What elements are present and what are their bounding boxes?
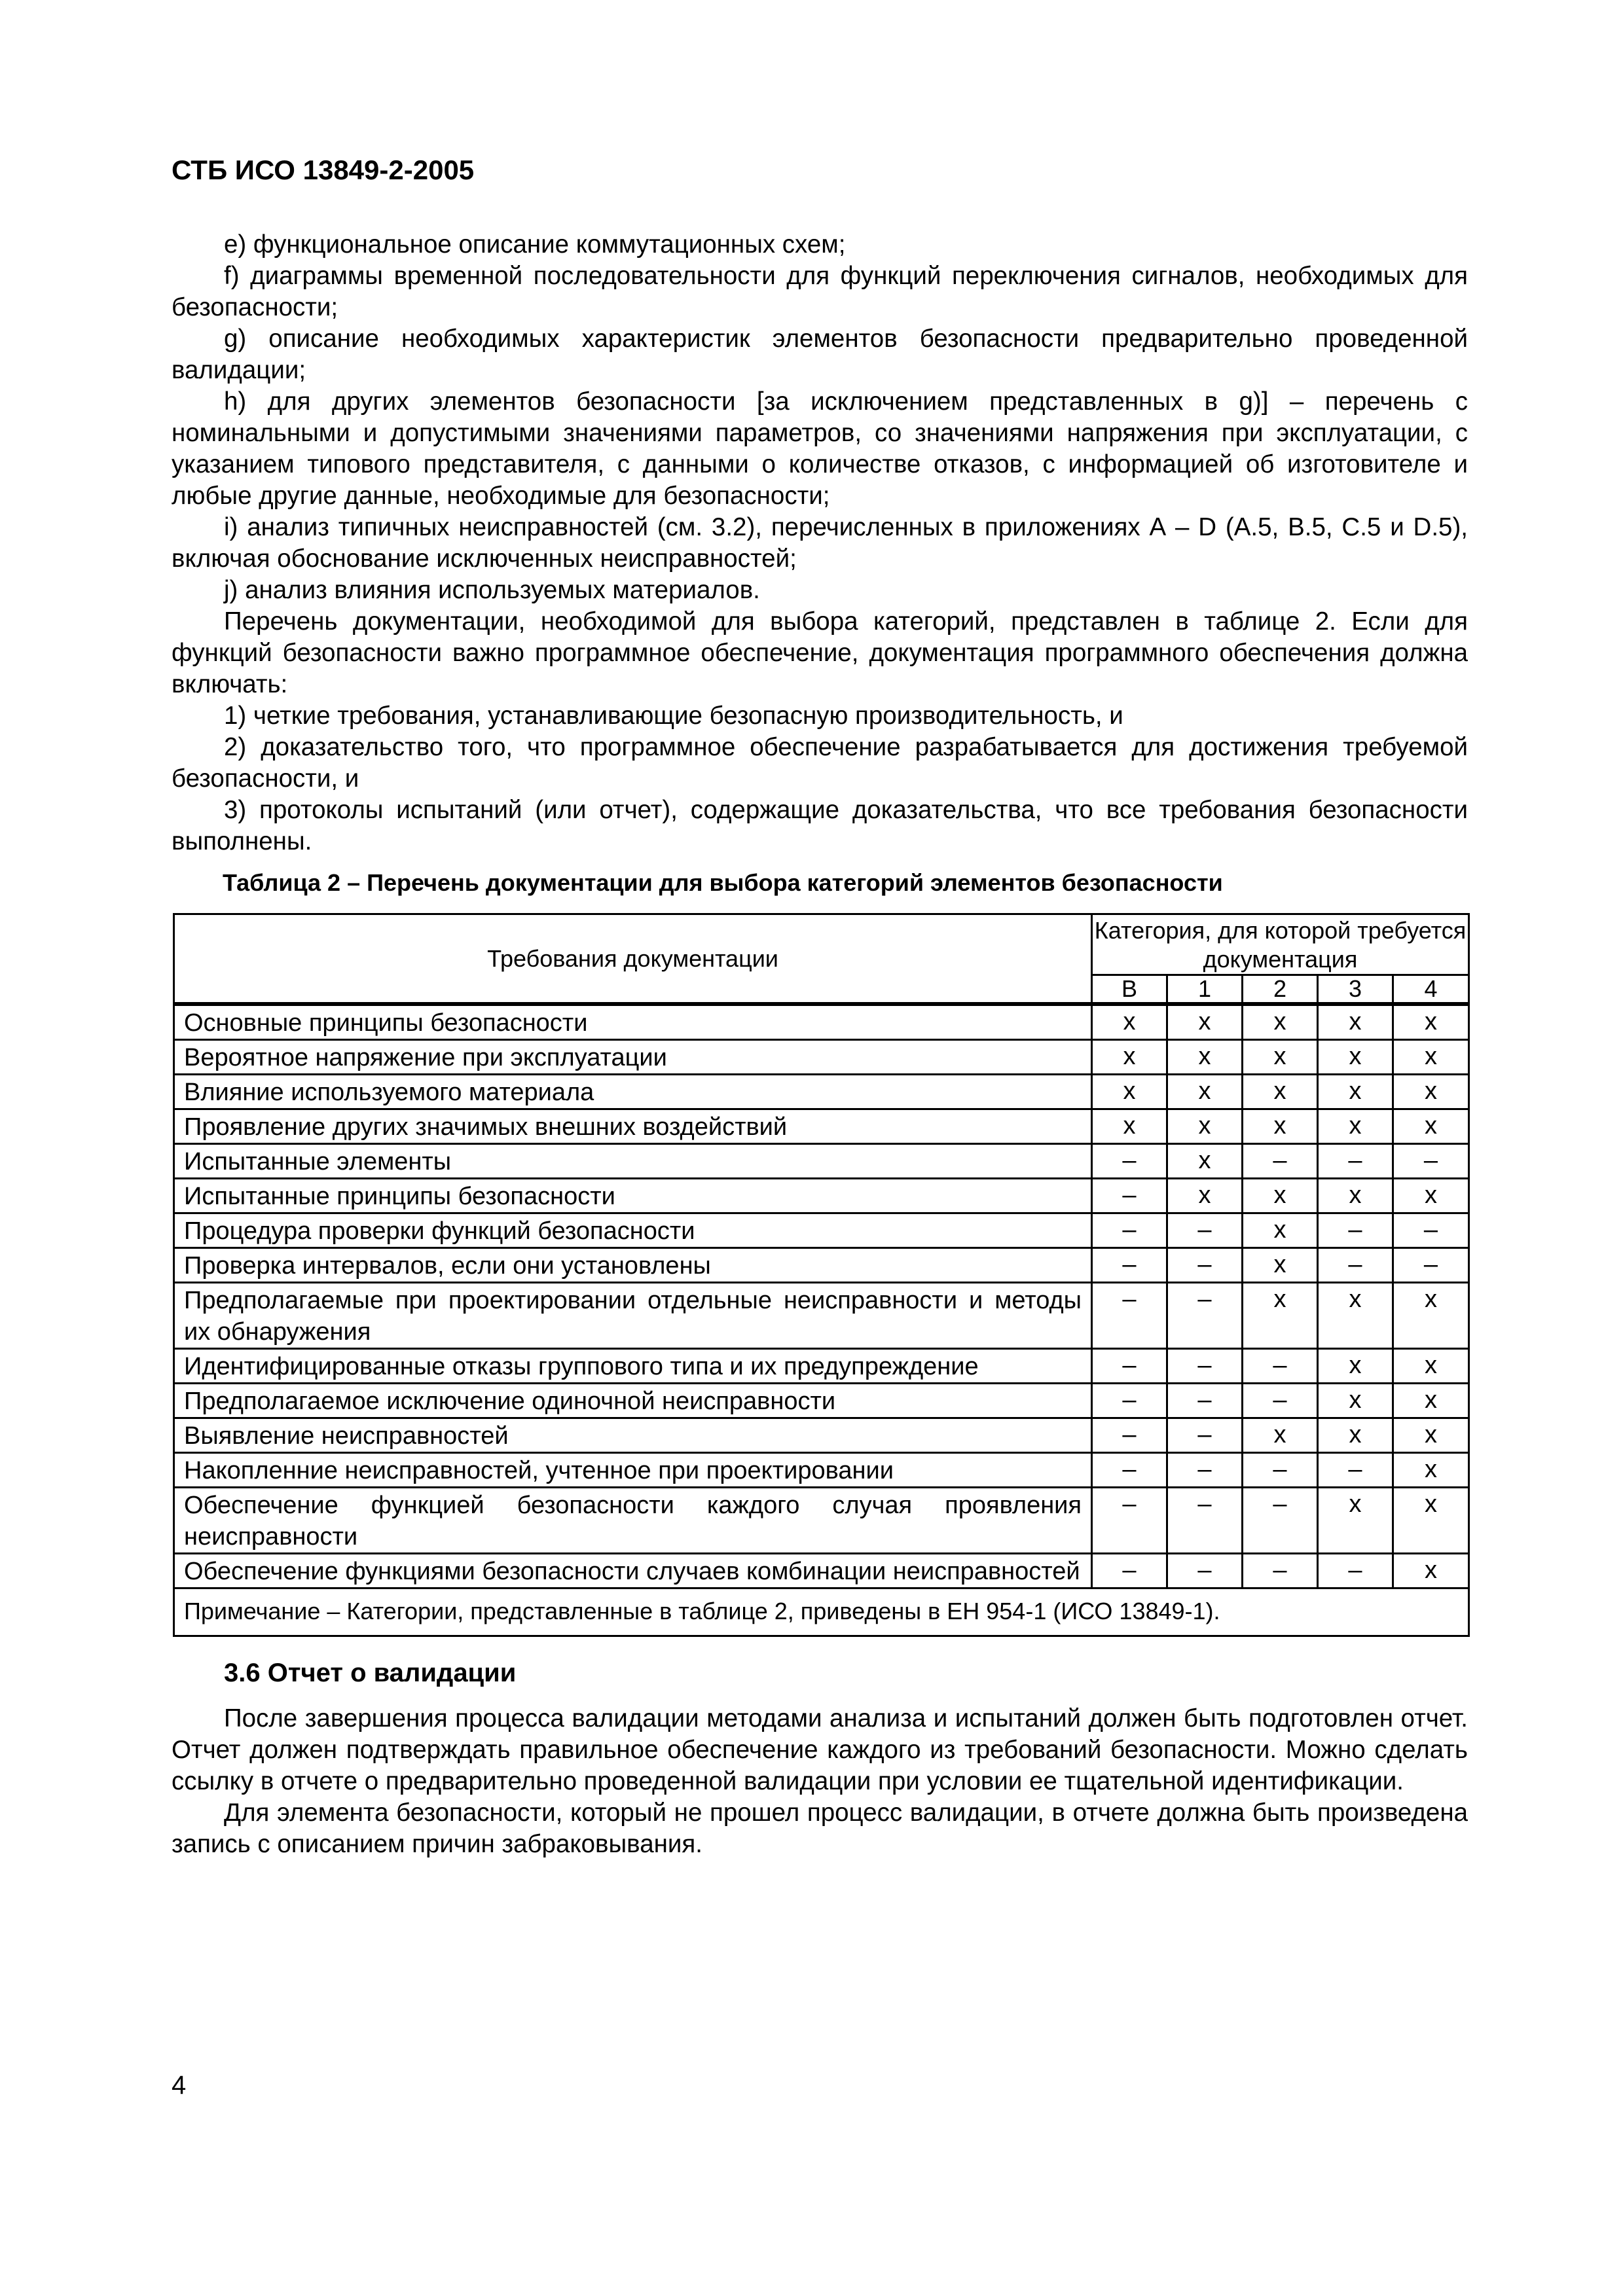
table-note: Примечание – Категории, представленные в таблице 2, приведены в ЕН 954-1 (ИСО 13849-1). xyxy=(174,1588,1469,1636)
row-label: Испытанные принципы безопасности xyxy=(174,1179,1092,1213)
paragraph: Перечень документации, необходимой для выбора категорий, представлен в таблице 2. Если для функций безопасности важно программное обеспечение, документация программного обеспечения должна включать: xyxy=(172,607,1468,698)
table-note-row xyxy=(174,1588,1469,1636)
category-mark: x xyxy=(1092,1075,1167,1109)
documentation-table xyxy=(173,913,1470,1637)
list-item: 3) протоколы испытаний (или отчет), содержащие доказательства, что все требования безопасности выполнены. xyxy=(172,796,1468,855)
category-mark: x xyxy=(1092,1040,1167,1075)
list-item: h) для других элементов безопасности [за исключением представленных в g)] – перечень с номинальными и допустимыми значениями параметров, со значениями напряжения при эксплуатации, с указанием типового представителя, с данными о количестве отказов, с информацией об изготовителе и любые другие данные, необходимые для безопасности; xyxy=(172,387,1468,510)
section-title: 3.6 Отчет о валидации xyxy=(224,1659,517,1687)
table-row xyxy=(174,1040,1469,1075)
category-mark: – xyxy=(1092,1453,1167,1488)
category-mark: x xyxy=(1167,1144,1243,1179)
category-mark: x xyxy=(1393,1554,1469,1588)
row-label: Предполагаемое исключение одиночной неисправности xyxy=(174,1384,1092,1418)
category-mark: x xyxy=(1393,1004,1469,1040)
row-label: Основные принципы безопасности xyxy=(174,1004,1092,1040)
category-mark: – xyxy=(1243,1554,1318,1588)
column-header: 2 xyxy=(1243,975,1318,1005)
category-mark: x xyxy=(1092,1109,1167,1144)
row-label: Идентифицированные отказы группового типа и их предупреждение xyxy=(174,1349,1092,1384)
list-item: e) функциональное описание коммутационных схем; xyxy=(224,230,846,259)
list-item: 2) доказательство того, что программное обеспечение разрабатывается для достижения требуемой безопасности, и xyxy=(172,733,1468,793)
category-mark: x xyxy=(1318,1418,1393,1453)
table-row xyxy=(174,1349,1469,1384)
category-mark: x xyxy=(1243,1075,1318,1109)
category-mark: – xyxy=(1092,1488,1167,1554)
category-mark: – xyxy=(1092,1248,1167,1283)
category-mark: x xyxy=(1243,1179,1318,1213)
category-mark: x xyxy=(1167,1109,1243,1144)
category-mark: x xyxy=(1393,1488,1469,1554)
row-label: Обеспечение функциями безопасности случаев комбинации неисправностей xyxy=(174,1554,1092,1588)
category-mark: – xyxy=(1167,1488,1243,1554)
category-mark: x xyxy=(1243,1418,1318,1453)
header-category: Категория, для которой требуется документация xyxy=(1092,914,1469,975)
category-mark: x xyxy=(1318,1004,1393,1040)
category-mark: x xyxy=(1393,1109,1469,1144)
category-mark: – xyxy=(1318,1144,1393,1179)
category-mark: – xyxy=(1318,1213,1393,1248)
column-header: 3 xyxy=(1318,975,1393,1005)
table-row xyxy=(174,1179,1469,1213)
category-mark: – xyxy=(1092,1283,1167,1349)
row-label: Обеспечение функцией безопасности каждого случая проявления неисправности xyxy=(174,1488,1092,1554)
category-mark: – xyxy=(1167,1349,1243,1384)
category-mark: x xyxy=(1167,1040,1243,1075)
category-mark: x xyxy=(1167,1004,1243,1040)
table-row xyxy=(174,1453,1469,1488)
category-mark: x xyxy=(1393,1075,1469,1109)
paragraph: После завершения процесса валидации методами анализа и испытаний должен быть подготовлен отчет. Отчет должен подтверждать правильное обеспечение каждого из требований безопасности. Можно сделать ссылку в отчете о предварительно проведенной валидации при условии ее тщательной идентификации. xyxy=(172,1704,1468,1795)
category-mark: x xyxy=(1243,1004,1318,1040)
row-label: Накопленние неисправностей, учтенное при проектировании xyxy=(174,1453,1092,1488)
table-row xyxy=(174,1004,1469,1040)
category-mark: – xyxy=(1092,1554,1167,1588)
category-mark: x xyxy=(1393,1349,1469,1384)
column-header: B xyxy=(1092,975,1167,1005)
page-number: 4 xyxy=(172,2071,187,2100)
paragraph: Для элемента безопасности, который не прошел процесс валидации, в отчете должна быть произведена запись с описанием причин забраковывания. xyxy=(172,1799,1468,1858)
category-mark: x xyxy=(1167,1075,1243,1109)
table-row xyxy=(174,1144,1469,1179)
table-row xyxy=(174,1213,1469,1248)
category-mark: x xyxy=(1167,1179,1243,1213)
table-row xyxy=(174,1418,1469,1453)
category-mark: x xyxy=(1092,1004,1167,1040)
category-mark: – xyxy=(1318,1554,1393,1588)
table-row xyxy=(174,1075,1469,1109)
category-mark: x xyxy=(1318,1179,1393,1213)
table-row xyxy=(174,1248,1469,1283)
document-header: СТБ ИСО 13849-2-2005 xyxy=(172,154,475,185)
category-mark: x xyxy=(1318,1075,1393,1109)
body-text xyxy=(172,229,1468,857)
section-text xyxy=(172,1703,1468,1860)
category-mark: – xyxy=(1243,1453,1318,1488)
category-mark: – xyxy=(1167,1213,1243,1248)
list-item: j) анализ влияния используемых материалов. xyxy=(224,576,760,604)
list-item: g) описание необходимых характеристик элементов безопасности предварительно проведенной валидации; xyxy=(172,325,1468,384)
category-mark: – xyxy=(1167,1283,1243,1349)
category-mark: x xyxy=(1393,1384,1469,1418)
category-mark: – xyxy=(1092,1418,1167,1453)
header-requirements: Требования документации xyxy=(174,914,1092,1005)
row-label: Влияние используемого материала xyxy=(174,1075,1092,1109)
category-mark: x xyxy=(1318,1040,1393,1075)
row-label: Проверка интервалов, если они установлены xyxy=(174,1248,1092,1283)
row-label: Проявление других значимых внешних воздействий xyxy=(174,1109,1092,1144)
category-mark: – xyxy=(1393,1213,1469,1248)
category-mark: x xyxy=(1243,1248,1318,1283)
category-mark: x xyxy=(1393,1283,1469,1349)
category-mark: – xyxy=(1393,1144,1469,1179)
category-mark: – xyxy=(1167,1384,1243,1418)
category-mark: x xyxy=(1393,1418,1469,1453)
category-mark: x xyxy=(1393,1179,1469,1213)
column-header: 4 xyxy=(1393,975,1469,1005)
row-label: Выявление неисправностей xyxy=(174,1418,1092,1453)
category-mark: – xyxy=(1167,1453,1243,1488)
category-mark: – xyxy=(1318,1453,1393,1488)
category-mark: – xyxy=(1167,1554,1243,1588)
category-mark: – xyxy=(1167,1248,1243,1283)
row-label: Испытанные элементы xyxy=(174,1144,1092,1179)
table-row xyxy=(174,1384,1469,1418)
table-row xyxy=(174,1109,1469,1144)
table-caption: Таблица 2 – Перечень документации для выбора категорий элементов безопасности xyxy=(223,869,1223,896)
row-label: Процедура проверки функций безопасности xyxy=(174,1213,1092,1248)
category-mark: – xyxy=(1318,1248,1393,1283)
category-mark: x xyxy=(1243,1213,1318,1248)
category-mark: – xyxy=(1243,1488,1318,1554)
category-mark: x xyxy=(1393,1040,1469,1075)
category-mark: – xyxy=(1243,1349,1318,1384)
category-mark: – xyxy=(1092,1349,1167,1384)
category-mark: x xyxy=(1393,1453,1469,1488)
list-item: i) анализ типичных неисправностей (см. 3.2), перечисленных в приложениях А – D (А.5, В.5, С.5 и D.5), включая обоснование исключенных неисправностей; xyxy=(172,513,1468,573)
category-mark: x xyxy=(1243,1040,1318,1075)
category-mark: – xyxy=(1092,1384,1167,1418)
category-mark: x xyxy=(1318,1488,1393,1554)
list-item: 1) четкие требования, устанавливающие безопасную производительность, и xyxy=(224,702,1123,730)
category-mark: – xyxy=(1243,1384,1318,1418)
category-mark: x xyxy=(1318,1109,1393,1144)
list-item: f) диаграммы временной последовательности для функций переключения сигналов, необходимых для безопасности; xyxy=(172,262,1468,321)
table-row xyxy=(174,1488,1469,1554)
category-mark: x xyxy=(1243,1109,1318,1144)
category-mark: – xyxy=(1092,1144,1167,1179)
category-mark: – xyxy=(1393,1248,1469,1283)
category-mark: x xyxy=(1318,1283,1393,1349)
category-mark: x xyxy=(1318,1384,1393,1418)
row-label: Предполагаемые при проектировании отдельные неисправности и методы их обнаружения xyxy=(174,1283,1092,1349)
category-mark: – xyxy=(1243,1144,1318,1179)
table-row xyxy=(174,1554,1469,1588)
category-mark: – xyxy=(1092,1213,1167,1248)
category-mark: – xyxy=(1167,1418,1243,1453)
category-mark: – xyxy=(1092,1179,1167,1213)
table-row xyxy=(174,1283,1469,1349)
category-mark: x xyxy=(1243,1283,1318,1349)
column-header: 1 xyxy=(1167,975,1243,1005)
category-mark: x xyxy=(1318,1349,1393,1384)
row-label: Вероятное напряжение при эксплуатации xyxy=(174,1040,1092,1075)
